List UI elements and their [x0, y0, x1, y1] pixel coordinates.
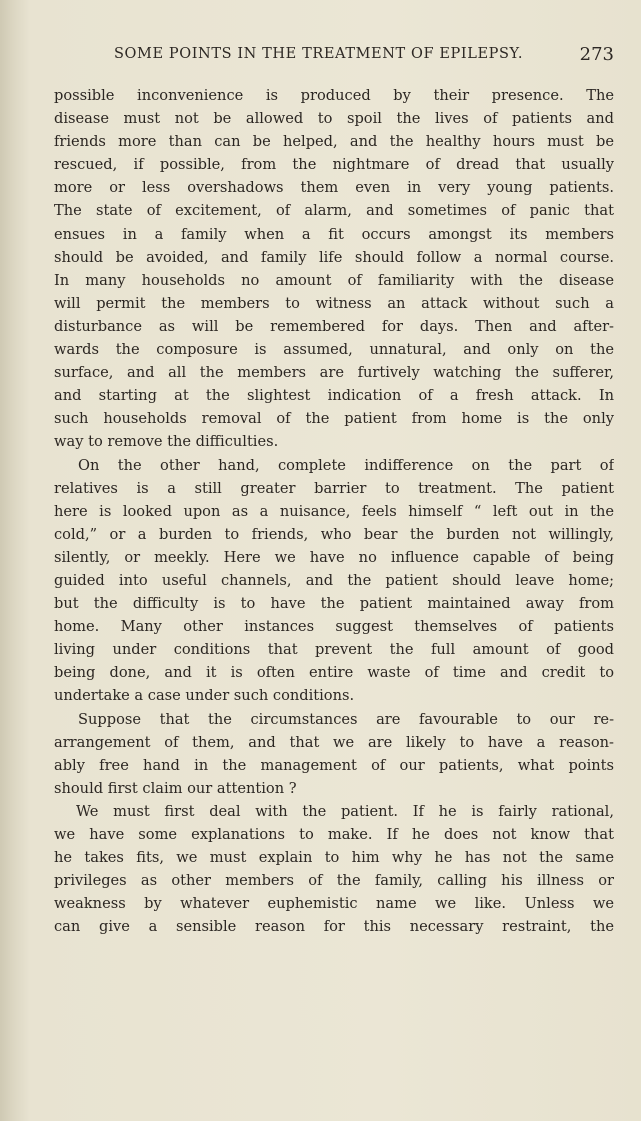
text-line: being done, and it is often entire waste of time and credit to — [54, 664, 614, 682]
text-line: wards the composure is assumed, unnatural, and only on the — [54, 341, 614, 359]
text-line: here is looked upon as a nuisance, feels himself “ left out in the — [54, 502, 614, 520]
text-line: we have some explanations to make. If he does not know that — [54, 826, 614, 843]
text-line: disease must not be allowed to spoil the lives of patients and — [54, 110, 614, 128]
text-line: should be avoided, and family life should follow a normal course. — [54, 248, 614, 266]
running-head: SOME POINTS IN THE TREATMENT OF EPILEPSY. — [114, 46, 524, 62]
text-line: undertake a case under such conditions. — [54, 687, 355, 705]
text-line: living under conditions that prevent the full amount of good — [54, 641, 614, 659]
text-line: such households removal of the patient from home is the only — [54, 410, 614, 428]
text-line: cold,” or a burden to friends, who bear the burden not willingly, — [54, 525, 614, 543]
text-line: silently, or meekly. Here we have no influence capable of being — [54, 548, 614, 566]
text-line: possible inconvenience is produced by their presence. The — [54, 87, 614, 104]
text-line: and starting at the slightest indication of a fresh attack. In — [54, 387, 614, 405]
text-line: relatives is a still greater barrier to treatment. The patient — [54, 479, 614, 497]
text-line: In many households no amount of familiarity with the disease — [54, 271, 614, 289]
text-line: will permit the members to witness an attack without such a — [54, 294, 614, 312]
text-line: more or less overshadows them even in very young patients. — [54, 179, 614, 197]
text-line: weakness by whatever euphemistic name we like. Unless we — [54, 895, 614, 913]
text-line: The state of excitement, of alarm, and sometimes of panic that — [54, 202, 614, 220]
text-line: home. Many other instances suggest themselves of patients — [54, 618, 614, 636]
text-line: way to remove the difficulties. — [54, 433, 279, 451]
text-line: guided into useful channels, and the patient should leave home; — [54, 571, 614, 589]
text-line: ensues in a family when a fit occurs amongst its members — [54, 225, 614, 243]
text-line: On the other hand, complete indifference on the part of — [78, 456, 614, 474]
text-line: disturbance as will be remembered for days. Then and after- — [54, 317, 614, 335]
text-line: Suppose that the circumstances are favourable to our re- — [78, 710, 614, 728]
text-line: friends more than can be helped, and the healthy hours must be — [54, 133, 614, 151]
text-line: rescued, if possible, from the nightmare of dread that usually — [54, 156, 614, 174]
text-line: privileges as other members of the family, calling his illness or — [54, 872, 614, 890]
text-line: surface, and all the members are furtively watching the sufferer, — [54, 364, 614, 382]
text-line: he takes fits, we must explain to him why he has not the same — [54, 849, 614, 867]
text-line: can give a sensible reason for this necessary restraint, the — [54, 918, 614, 936]
text-line: ably free hand in the management of our patients, what points — [54, 756, 614, 774]
body-text — [54, 84, 614, 938]
text-line: should first claim our attention ? — [54, 779, 297, 797]
page-number: 273 — [579, 44, 614, 65]
text-line: arrangement of them, and that we are likely to have a reason- — [54, 733, 614, 751]
text-line: but the difficulty is to have the patient maintained away from — [54, 595, 614, 613]
page-header — [114, 46, 614, 70]
text-line: We must first deal with the patient. If he is fairly rational, — [76, 802, 614, 820]
